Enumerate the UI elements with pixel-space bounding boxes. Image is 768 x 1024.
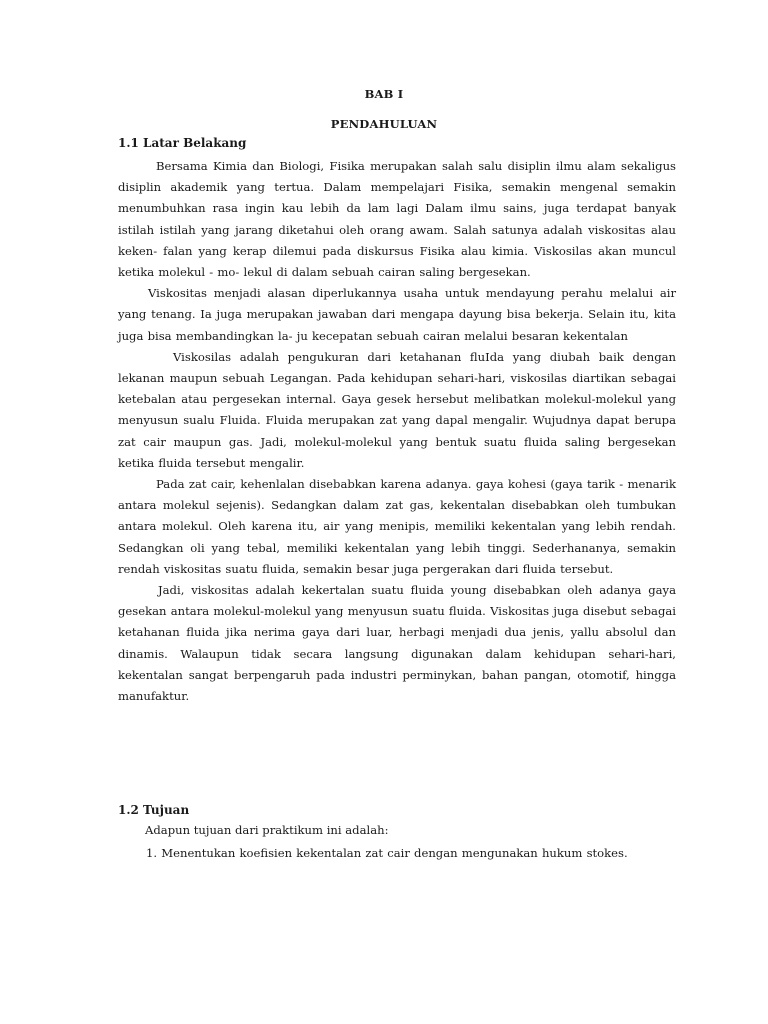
section-heading-latar-belakang: 1.1 Latar Belakang bbox=[118, 136, 247, 150]
paragraph: Viskosilas adalah pengukuran dari ketahanan fluIda yang diubah baik dengan lekanan maupun sebuah Legangan. Pada kehidupan sehari-hari, viskosilas diartikan sebagai ketebalan atau pergesekan internal. Gaya gesek hersebut melibatkan molekul-molekul yang menyusun sualu Fluida. Fluida merupakan zat yang dapal mengalir. Wujudnya dapat berupa zat cair maupun gas. Jadi, molekul-molekul yang bentuk suatu fluida saling bergesekan ketika fluida tersebut mengalir. bbox=[118, 349, 676, 470]
section-heading-tujuan: 1.2 Tujuan bbox=[118, 803, 190, 817]
section-body-latar-belakang bbox=[118, 156, 676, 707]
chapter-number: BAB I bbox=[364, 87, 404, 101]
paragraph: Jadi, viskositas adalah kekertalan suatu fluida young disebabkan oleh adanya gaya gesekan antara molekul-molekul yang menyusun suatu fluida. Viskositas juga disebut sebagai ketahanan fluida jika nerima gaya dari luar, herbagi menjadi dua jenis, yallu absolul dan dinamis. Walaupun tidak secara langsung digunakan dalam kehidupan sehari-hari, kekentalan sangat berpengaruh pada industri perminykan, bahan pangan, otomotif, hingga manufaktur. bbox=[118, 583, 676, 704]
paragraph: Bersama Kimia dan Biologi, Fisika merupakan salah salu disiplin ilmu alam sekaligus disiplin akademik yang tertua. Dalam mempelajari Fisika, semakin mengenal semakin menumbuhkan rasa ingin kau lebih da lam lagi Dalam ilmu sains, juga terdapat banyak istilah istilah yang jarang diketahui oleh orang awam. Salah satunya adalah viskositas alau keken- falan yang kerap dilemui pada diskursus Fisika alau kimia. Viskosilas akan muncul ketika molekul - mo- lekul di dalam sebuah cairan saling bergesekan. bbox=[118, 159, 676, 280]
chapter-title: PENDAHULUAN bbox=[330, 117, 438, 131]
tujuan-list-item: 1. Menentukan koefisien kekentalan zat cair dengan mengunakan hukum stokes. bbox=[146, 846, 628, 860]
paragraph: Pada zat cair, kehenlalan disebabkan karena adanya. gaya kohesi (gaya tarik - menarik antara molekul sejenis). Sedangkan dalam zat gas, kekentalan disebabkan oleh tumbukan antara molekul. Oleh karena itu, air yang menipis, memiliki kekentalan yang lebih rendah. Sedangkan oli yang tebal, memiliki kekentalan yang lebih tinggi. Sederhananya, semakin rendah viskositas suatu fluida, semakin besar juga pergerakan dari fluida tersebut. bbox=[118, 477, 676, 576]
paragraph: Viskositas menjadi alasan diperlukannya usaha untuk mendayung perahu melalui air yang tenang. Ia juga merupakan jawaban dari mengapa dayung bisa bekerja. Selain itu, kita juga bisa membandingkan la- ju kecepatan sebuah cairan melalui besaran kekentalan bbox=[118, 286, 676, 343]
tujuan-intro-text: Adapun tujuan dari praktikum ini adalah: bbox=[145, 823, 389, 837]
